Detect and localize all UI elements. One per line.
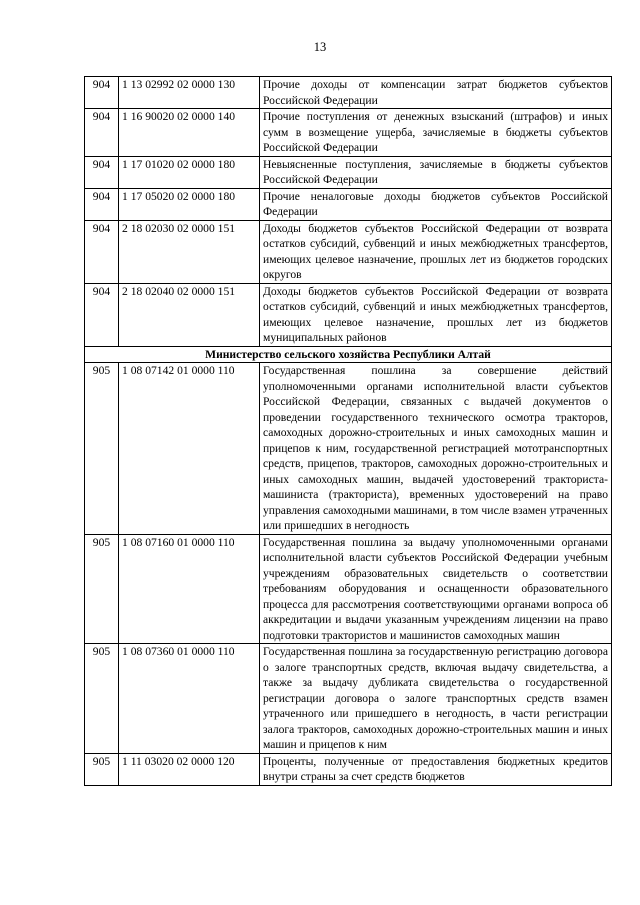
kbk-code-cell: 1 16 90020 02 0000 140 (119, 109, 260, 157)
table-row (85, 188, 612, 220)
table-row (85, 753, 612, 785)
table-row (85, 220, 612, 283)
revenue-description-cell: Государственная пошлина за совершение действий уполномоченными органами исполнительной власти субъектов Российской Федерации, связанных с выдачей документов о проведении государственного технического осмотра тракторов, самоходных дорожно-строительных и иных самоходных машин и прицепов к ним, государственной регистрацией мототранспортных средств, прицепов, тракторов, самоходных дорожно-строительных и иных самоходных машин, выдачей удостоверений тракториста-машиниста (тракториста), временных удостоверений на право управления самоходными машинами, в том числе взамен утраченных или пришедших в негодность (260, 363, 612, 535)
kbk-code-cell: 1 13 02992 02 0000 130 (119, 77, 260, 109)
ministry-section-title: Министерство сельского хозяйства Республики Алтай (85, 346, 612, 363)
revenue-description-cell: Проценты, полученные от предоставления бюджетных кредитов внутри страны за счет средств бюджетов (260, 753, 612, 785)
revenue-description-cell: Доходы бюджетов субъектов Российской Федерации от возврата остатков субсидий, субвенций и иных межбюджетных трансфертов, имеющих целевое назначение, прошлых лет из бюджетов муниципальных районов (260, 283, 612, 346)
budget-revenue-table (84, 76, 612, 786)
admin-code-cell: 904 (85, 77, 119, 109)
revenue-description-cell: Прочие доходы от компенсации затрат бюджетов субъектов Российской Федерации (260, 77, 612, 109)
table-row (85, 534, 612, 644)
admin-code-cell: 904 (85, 220, 119, 283)
table-row (85, 156, 612, 188)
revenue-description-cell: Прочие поступления от денежных взысканий (штрафов) и иных сумм в возмещение ущерба, зачисляемые в бюджеты субъектов Российской Федерации (260, 109, 612, 157)
admin-code-cell: 905 (85, 753, 119, 785)
page-number: 13 (313, 40, 327, 54)
section-header-row (85, 346, 612, 363)
kbk-code-cell: 1 17 01020 02 0000 180 (119, 156, 260, 188)
revenue-description-cell: Прочие неналоговые доходы бюджетов субъектов Российской Федерации (260, 188, 612, 220)
table-row (85, 363, 612, 535)
admin-code-cell: 905 (85, 644, 119, 754)
revenue-description-cell: Государственная пошлина за выдачу уполномоченными органами исполнительной власти субъектов Российской Федерации учебным учреждениям образовательных свидетельств о соответствии требованиям оборудования и оснащенности образовательного процесса для рассмотрения соответствующими органами вопроса об аккредитации и выдачи указанным учреждениям лицензии на право подготовки трактористов и машинистов самоходных машин (260, 534, 612, 644)
revenue-description-cell: Государственная пошлина за государственную регистрацию договора о залоге транспортных средств, включая выдачу свидетельства, а также за выдачу дубликата свидетельства о государственной регистрации договора о залоге транспортных средств взамен утраченного или пришедшего в негодность, в части регистрации залога тракторов, самоходных дорожно-строительных машин и иных машин и прицепов к ним (260, 644, 612, 754)
kbk-code-cell: 1 11 03020 02 0000 120 (119, 753, 260, 785)
kbk-code-cell: 2 18 02030 02 0000 151 (119, 220, 260, 283)
kbk-code-cell: 1 17 05020 02 0000 180 (119, 188, 260, 220)
kbk-code-cell: 2 18 02040 02 0000 151 (119, 283, 260, 346)
table-row (85, 109, 612, 157)
admin-code-cell: 905 (85, 534, 119, 644)
admin-code-cell: 904 (85, 283, 119, 346)
table-row (85, 77, 612, 109)
table-row (85, 644, 612, 754)
revenue-description-cell: Невыясненные поступления, зачисляемые в бюджеты субъектов Российской Федерации (260, 156, 612, 188)
kbk-code-cell: 1 08 07142 01 0000 110 (119, 363, 260, 535)
table-row (85, 283, 612, 346)
admin-code-cell: 904 (85, 109, 119, 157)
kbk-code-cell: 1 08 07160 01 0000 110 (119, 534, 260, 644)
kbk-code-cell: 1 08 07360 01 0000 110 (119, 644, 260, 754)
admin-code-cell: 904 (85, 188, 119, 220)
admin-code-cell: 905 (85, 363, 119, 535)
admin-code-cell: 904 (85, 156, 119, 188)
revenue-description-cell: Доходы бюджетов субъектов Российской Федерации от возврата остатков субсидий, субвенций и иных межбюджетных трансфертов, имеющих целевое назначение, прошлых лет из бюджетов городских округов (260, 220, 612, 283)
